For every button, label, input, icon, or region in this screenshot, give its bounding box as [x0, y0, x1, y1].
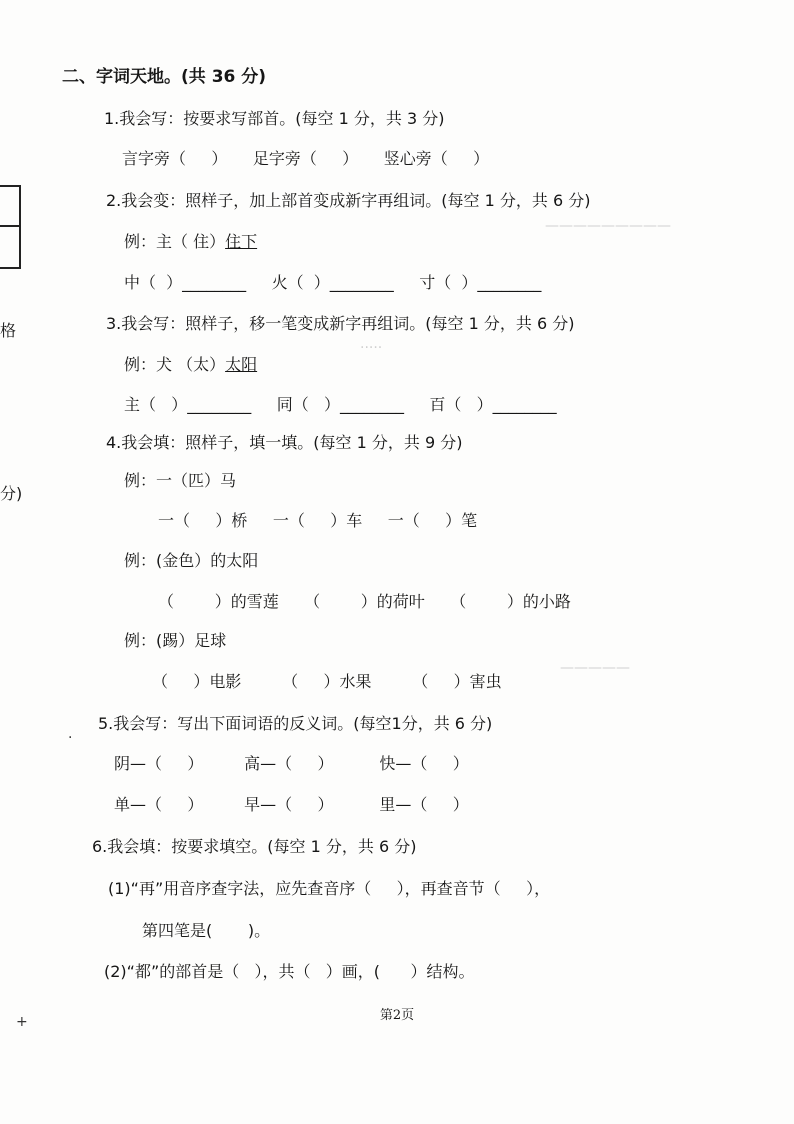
question-2-row: 中（ ）________ 火（ ）________ 寸（ ）________	[124, 273, 542, 292]
example-word: 住下	[225, 232, 258, 251]
section-title: 二、字词天地。(共 36 分)	[62, 67, 267, 87]
question-5-title: 5.我会写：写出下面词语的反义词。(每空1分，共 6 分)	[98, 714, 493, 733]
question-4-row-1: 一（ ）桥 一（ ）车 一（ ）笔	[158, 511, 478, 530]
question-1-row: 言字旁（ ） 足字旁（ ） 竖心旁（ ）	[122, 149, 490, 168]
scan-speck: +	[16, 1014, 28, 1030]
question-4-title: 4.我会填：照样子，填一填。(每空 1 分，共 9 分)	[106, 433, 463, 452]
question-4-example-1: 例：一（匹）马	[124, 471, 237, 490]
question-6-title: 6.我会填：按要求填空。(每空 1 分，共 6 分)	[92, 837, 417, 856]
question-2-example	[124, 231, 257, 253]
show-through-mark: —————————	[545, 218, 671, 234]
margin-label-bottom: 分)	[0, 484, 23, 503]
question-3-example	[124, 354, 257, 376]
question-5-row-1: 阴—（ ） 高—（ ） 快—（ ）	[114, 754, 469, 773]
question-4-row-2: （ ）的雪莲 （ ）的荷叶 （ ）的小路	[158, 592, 571, 611]
show-through-mark: —————	[560, 660, 630, 676]
question-3-row: 主（ ）________ 同（ ）________ 百（ ）________	[124, 395, 557, 414]
question-2-title: 2.我会变：照样子，加上部首变成新字再组词。(每空 1 分，共 6 分)	[106, 191, 591, 210]
example-prefix: 例：犬 （太）	[124, 355, 226, 374]
page-number: 第2页	[379, 1008, 415, 1023]
margin-score-box	[0, 185, 21, 269]
question-3-title: 3.我会写：照样子，移一笔变成新字再组词。(每空 1 分，共 6 分)	[106, 314, 575, 333]
question-4-example-2: 例：(金色）的太阳	[124, 551, 259, 570]
question-4-example-3: 例：(踢）足球	[124, 631, 227, 650]
question-5-row-2: 单—（ ） 早—（ ） 里—（ ）	[114, 795, 469, 814]
question-4-row-3: （ ）电影 （ ）水果 （ ）害虫	[152, 672, 502, 691]
question-6-line-2: 第四笔是( )。	[142, 921, 271, 940]
question-6-line-1: (1)“再”用音序查字法，应先查音序（ ），再查音节（ ），	[108, 879, 551, 898]
example-word: 太阳	[225, 355, 258, 374]
show-through-mark: ·····	[360, 340, 383, 356]
scan-speck: ·	[68, 730, 73, 746]
question-1-title: 1.我会写：按要求写部首。(每空 1 分，共 3 分)	[104, 109, 445, 128]
margin-label-top: 格	[0, 321, 17, 340]
example-prefix: 例：主（ 住）	[124, 232, 226, 251]
question-6-line-3: (2)“都”的部首是（ ），共（ ）画，( ）结构。	[104, 962, 475, 981]
